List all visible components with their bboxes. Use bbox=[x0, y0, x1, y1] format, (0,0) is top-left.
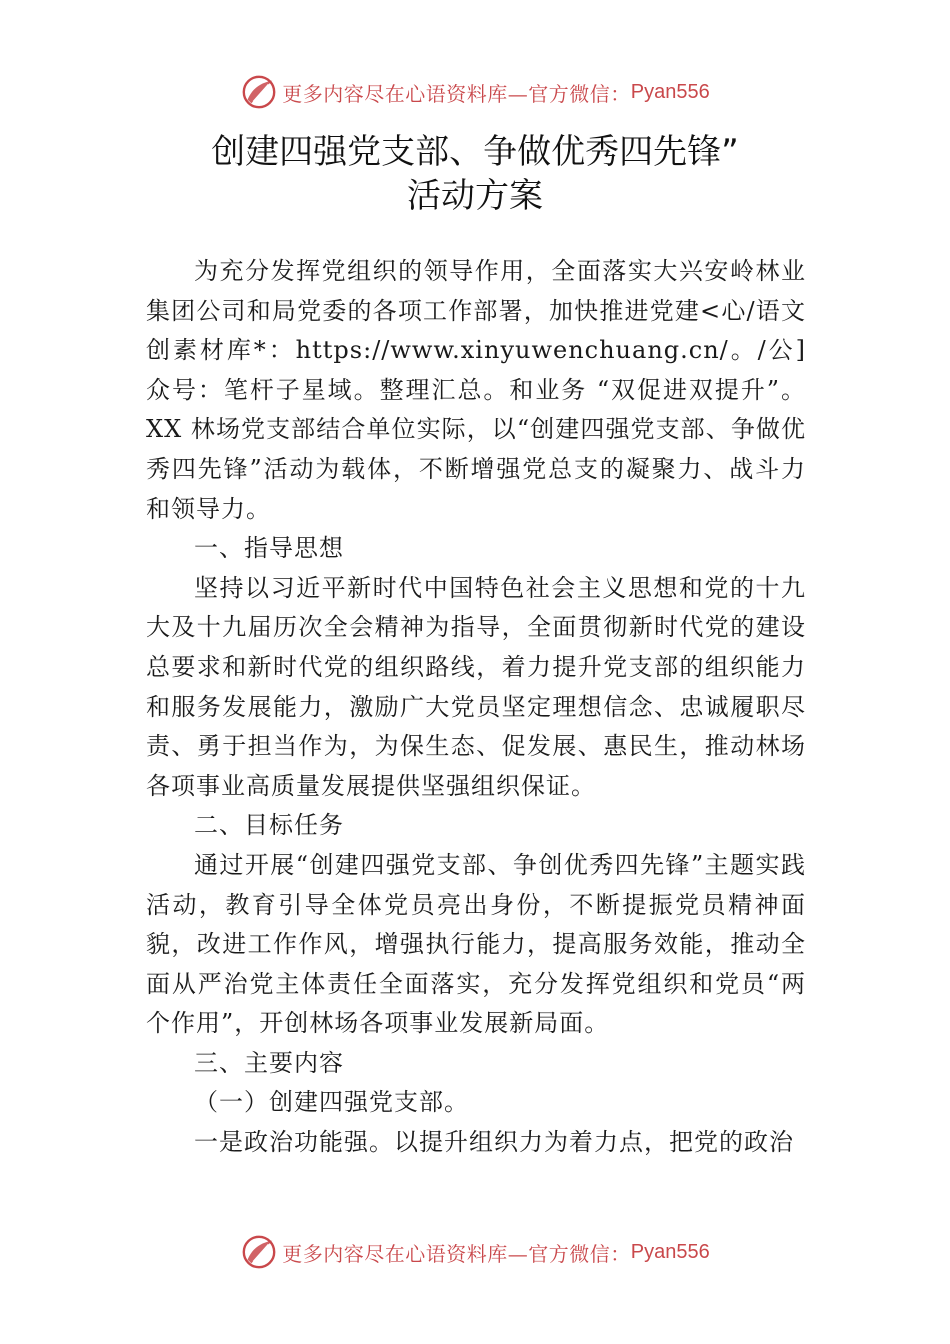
watermark-text: 更多内容尽在心语资料库—官方微信： bbox=[282, 1241, 631, 1266]
footer-watermark bbox=[0, 1228, 950, 1276]
objectives-paragraph: 通过开展“创建四强党支部、争创优秀四先锋”主题实践活动，教育引导全体党员亮出身份，不断提振党员精神面貌，改进工作作风，增强执行能力，提高服务效能，推动全面从严治党主体责任全面落实，充分发挥党组织和党员“两个作用”，开创林场各项事业发展新局面。 bbox=[146, 850, 806, 1038]
watermark-wechat-id: Pyan556 bbox=[630, 1240, 710, 1263]
political-function-paragraph: 一是政治功能强。以提升组织力为着力点，把党的政治 bbox=[194, 1128, 794, 1157]
watermark-text: 更多内容尽在心语资料库—官方微信： bbox=[282, 81, 631, 106]
intro-paragraph: 为充分发挥党组织的领导作用，全面落实大兴安岭林业集团公司和局党委的各项工作部署，加快推进党建<心/语文创素材库*：https://www.xinyuwenchuang.cn/。/公]众号：笔杆子星域。整理汇总。和业务 “双促进双提升”。XX 林场党支部结合单位实际，以“创建四强党支部、争做优秀四先锋”活动为载体，不断增强党总支的凝聚力、战斗力和领导力。 bbox=[146, 257, 806, 523]
section-heading-objectives: 二、目标任务 bbox=[194, 811, 344, 840]
section-heading-main-content: 三、主要内容 bbox=[194, 1048, 344, 1077]
watermark-logo-icon bbox=[240, 1233, 278, 1271]
document-body bbox=[146, 252, 806, 1163]
header-watermark bbox=[0, 68, 950, 116]
document-title-line-2: 活动方案 bbox=[407, 176, 543, 216]
guiding-ideology-paragraph: 坚持以习近平新时代中国特色社会主义思想和党的十九大及十九届历次全会精神为指导，全面贯彻新时代党的建设总要求和新时代党的组织路线，着力提升党支部的组织能力和服务发展能力，激励广大党员坚定理想信念、忠诚履职尽责、勇于担当作为，为保生态、促发展、惠民生，推动林场各项事业高质量发展提供坚强组织保证。 bbox=[146, 573, 806, 800]
section-heading-guiding-ideology: 一、指导思想 bbox=[194, 534, 344, 563]
document-title-line-1: 创建四强党支部、争做优秀四先锋” bbox=[211, 132, 739, 172]
subsection-heading-four-strong-branches: （一）创建四强党支部。 bbox=[194, 1088, 469, 1117]
watermark-wechat-id: Pyan556 bbox=[630, 80, 710, 103]
watermark-logo-icon bbox=[240, 73, 278, 111]
